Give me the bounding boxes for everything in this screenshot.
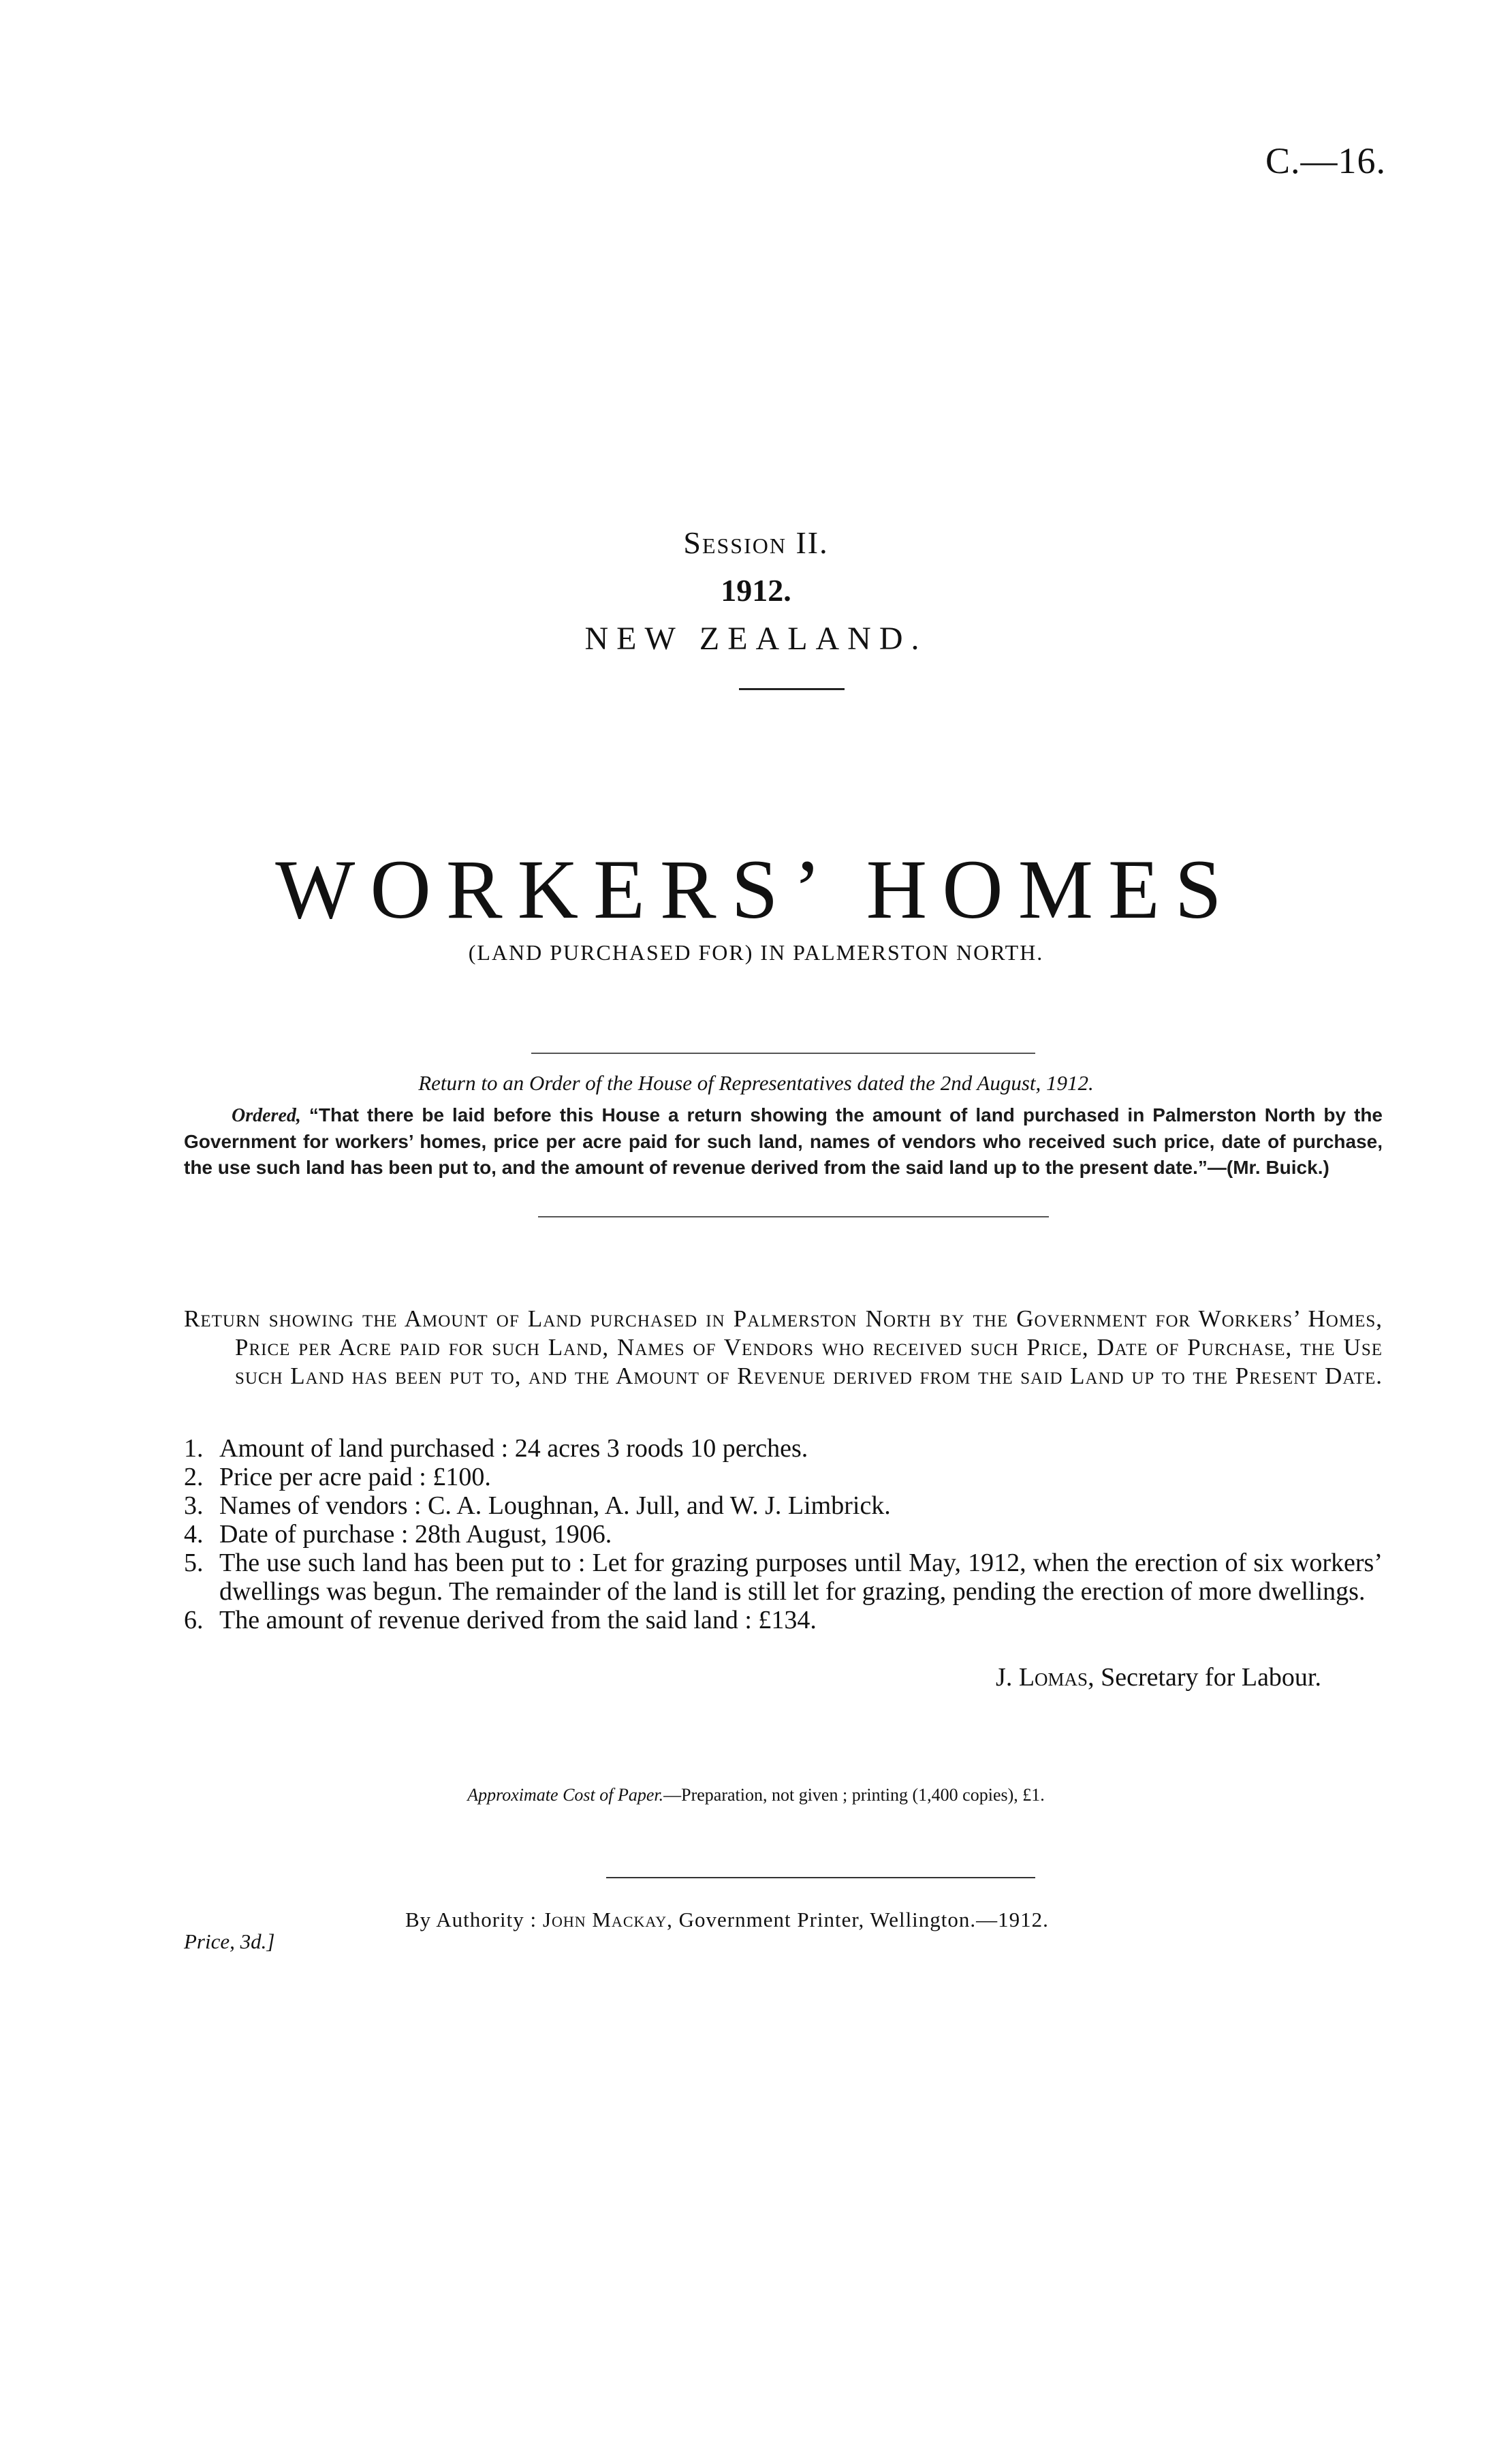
item-number: 6. [184,1606,204,1634]
item-text: Date of purchase : 28th August, 1906. [219,1520,612,1549]
document-subtitle: (LAND PURCHASED FOR) IN PALMERSTON NORTH. [468,940,1044,965]
item-number: 2. [184,1463,204,1491]
list-item [184,1434,1383,1463]
printer-authority [405,1908,1049,1932]
list-item [184,1606,1383,1634]
document-title: WORKERS’ HOMES [275,843,1237,936]
list-item [184,1463,1383,1491]
signature-line [996,1662,1321,1692]
item-number: 5. [184,1549,204,1577]
return-heading [184,1305,1383,1391]
list-item [184,1549,1383,1606]
printer-name: John Mackay, [542,1908,673,1931]
return-heading-text: Return showing the Amount of Land purchased in Palmerston North by the Government for Workers’ Homes, Price per Acre paid for such Land, Names of Vendors who received such Price, Date of Purchase, the Use such Land has been put to, and the Amount of Revenue derived from the said Land up to the Present Date. [184,1305,1383,1389]
item-number: 3. [184,1491,204,1520]
authority-prefix: By Authority : [405,1908,537,1931]
order-intro: Return to an Order of the House of Representatives dated the 2nd August, 1912. [418,1071,1094,1095]
cost-label: Approximate Cost of Paper. [467,1785,664,1805]
item-text: The amount of revenue derived from the said land : £134. [219,1606,817,1634]
item-text: Names of vendors : C. A. Loughnan, A. Jull, and W. J. Limbrick. [219,1491,891,1520]
authority-suffix: Government Printer, Wellington.—1912. [678,1908,1049,1931]
session-year: 1912. [721,573,791,608]
signature-initial: J. [996,1663,1013,1692]
cost-text: —Preparation, not given ; printing (1,400 copies), £1. [663,1785,1045,1805]
cost-note [0,1785,1512,1805]
session-label: Session II. [683,525,829,560]
price-note: Price, 3d.] [184,1929,275,1953]
divider-rule [606,1877,1035,1878]
paper-number: C.—16. [1265,140,1386,181]
item-number: 1. [184,1434,204,1463]
order-body: “That there be laid before this House a return showing the amount of land purchased in Palmerston North by the Government for workers’ homes, price per acre paid for such land, names of vendors who received such price, date of purchase, the use such land has been put to, and the amount of revenue derived from the said land up to the present date.”—(Mr. Buick.) [184,1104,1383,1178]
item-number: 4. [184,1520,204,1549]
item-text: Amount of land purchased : 24 acres 3 roods 10 perches. [219,1434,808,1463]
order-text-block [184,1102,1383,1181]
signature-name: Lomas, [1018,1663,1094,1692]
divider-rule [739,688,845,690]
country-heading: NEW ZEALAND. [584,621,928,657]
divider-rule [531,1053,1035,1054]
item-text: The use such land has been put to : Let for grazing purposes until May, 1912, when the erection of six workers’ dwellings was begun. The remainder of the land is still let for grazing, pending the erection of more dwellings. [219,1549,1383,1606]
list-item [184,1491,1383,1520]
ordered-label: Ordered, [232,1105,301,1126]
list-item [184,1520,1383,1549]
item-text: Price per acre paid : £100. [219,1463,491,1491]
divider-rule [538,1216,1049,1217]
return-items-list [184,1434,1383,1634]
signature-title: Secretary for Labour. [1101,1663,1321,1692]
